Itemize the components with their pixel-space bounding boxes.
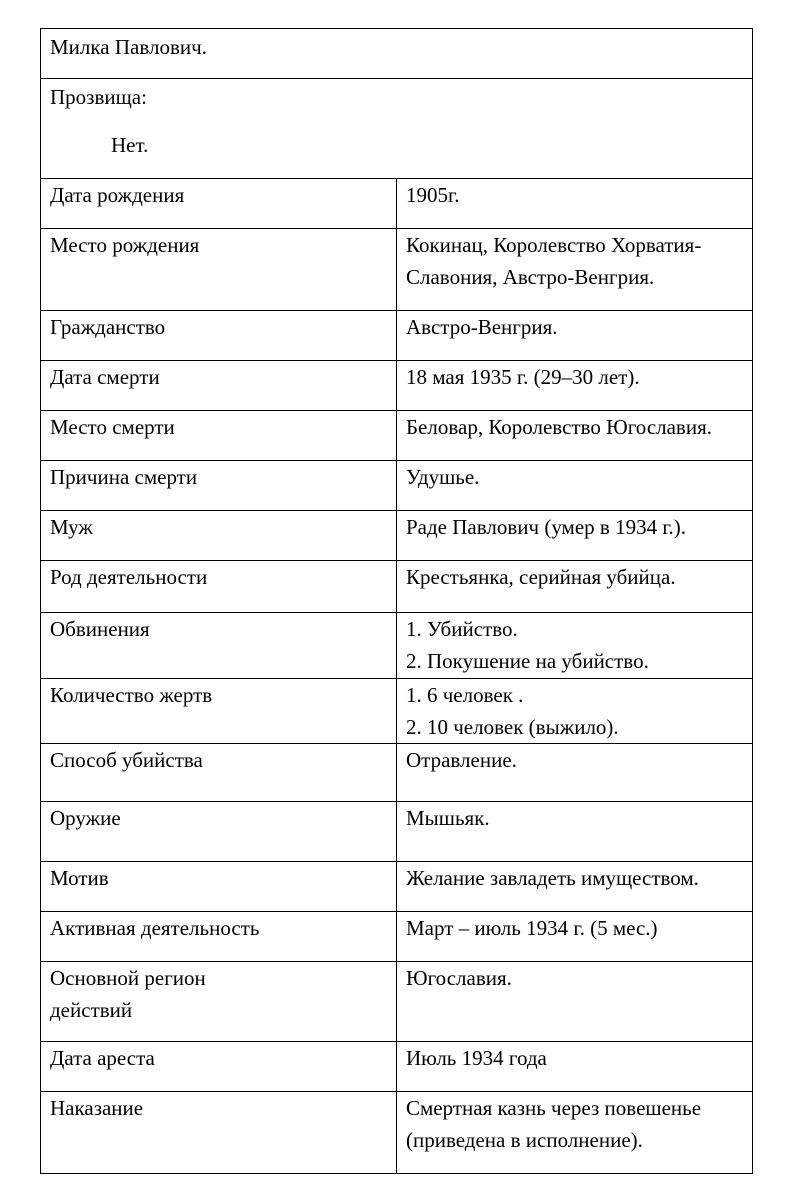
label-line: действий — [50, 998, 133, 1022]
value-line: Желание завладеть имуществом. — [406, 866, 699, 890]
label-line: Мотив — [50, 866, 109, 890]
row-label — [41, 613, 397, 679]
label-line: Дата смерти — [50, 365, 160, 389]
value-line: Беловар, Королевство Югославия. — [406, 415, 712, 439]
row-label — [41, 179, 397, 229]
table-row — [41, 179, 753, 229]
row-value — [397, 802, 753, 862]
value-line: Раде Павлович (умер в 1934 г.). — [406, 515, 687, 539]
name-cell — [41, 29, 753, 79]
row-label — [41, 561, 397, 613]
table-row — [41, 1092, 753, 1174]
row-label — [41, 679, 397, 744]
table-row — [41, 311, 753, 361]
table-row — [41, 679, 753, 744]
row-label — [41, 461, 397, 511]
label-line: Муж — [50, 515, 93, 539]
row-value — [397, 613, 753, 679]
row-value — [397, 679, 753, 744]
label-line: Обвинения — [50, 617, 150, 641]
nicknames-cell — [41, 79, 753, 179]
label-line: Род деятельности — [50, 565, 208, 589]
row-value — [397, 179, 753, 229]
row-value — [397, 311, 753, 361]
label-line: Основной регион — [50, 966, 206, 990]
person-name: Милка Павлович. — [50, 35, 207, 59]
label-line: Количество жертв — [50, 683, 213, 707]
label-line: Место рождения — [50, 233, 200, 257]
value-line: 2. 10 человек (выжило). — [406, 715, 619, 739]
row-label — [41, 862, 397, 912]
label-line: Наказание — [50, 1096, 144, 1120]
row-label — [41, 962, 397, 1042]
nicknames-label: Прозвища: — [50, 85, 147, 109]
row-value — [397, 1042, 753, 1092]
row-label — [41, 229, 397, 311]
table-row — [41, 1042, 753, 1092]
table-row — [41, 511, 753, 561]
table-row — [41, 802, 753, 862]
table-row-nicknames — [41, 79, 753, 179]
label-line: Дата рождения — [50, 183, 185, 207]
profile-table — [40, 28, 753, 1174]
table-row — [41, 229, 753, 311]
label-line: Причина смерти — [50, 465, 198, 489]
row-value — [397, 862, 753, 912]
table-row — [41, 912, 753, 962]
row-label — [41, 311, 397, 361]
value-line: 1905г. — [406, 183, 460, 207]
table-row-name — [41, 29, 753, 79]
value-line: Отравление. — [406, 748, 517, 772]
label-line: Дата ареста — [50, 1046, 155, 1070]
table-row — [41, 461, 753, 511]
row-value — [397, 912, 753, 962]
table-row — [41, 962, 753, 1042]
label-line: Место смерти — [50, 415, 175, 439]
row-value — [397, 361, 753, 411]
label-line: Способ убийства — [50, 748, 203, 772]
row-value — [397, 962, 753, 1042]
row-value — [397, 744, 753, 802]
row-label — [41, 744, 397, 802]
value-line: Славония, Австро-Венгрия. — [406, 265, 655, 289]
value-line: Мышьяк. — [406, 806, 490, 830]
value-line: Кокинац, Королевство Хорватия- — [406, 233, 702, 257]
row-label — [41, 802, 397, 862]
row-label — [41, 912, 397, 962]
row-value — [397, 461, 753, 511]
row-label — [41, 361, 397, 411]
value-line: Июль 1934 года — [406, 1046, 547, 1070]
value-line: Крестьянка, серийная убийца. — [406, 565, 676, 589]
row-value — [397, 1092, 753, 1174]
value-line: 2. Покушение на убийство. — [406, 649, 649, 673]
row-value — [397, 229, 753, 311]
value-line: Март – июль 1934 г. (5 мес.) — [406, 916, 658, 940]
value-line: 1. Убийство. — [406, 617, 518, 641]
label-line: Оружие — [50, 806, 121, 830]
value-line: 1. 6 человек . — [406, 683, 524, 707]
table-row — [41, 411, 753, 461]
table-row — [41, 613, 753, 679]
value-line: Смертная казнь через повешенье — [406, 1096, 702, 1120]
row-value — [397, 561, 753, 613]
row-label — [41, 1092, 397, 1174]
table-row — [41, 862, 753, 912]
label-line: Гражданство — [50, 315, 166, 339]
value-line: Австро-Венгрия. — [406, 315, 558, 339]
row-label — [41, 1042, 397, 1092]
row-label — [41, 411, 397, 461]
table-row — [41, 744, 753, 802]
nicknames-value: Нет. — [111, 133, 149, 157]
row-label — [41, 511, 397, 561]
value-line: 18 мая 1935 г. (29–30 лет). — [406, 365, 640, 389]
label-line: Активная деятельность — [50, 916, 260, 940]
row-value — [397, 511, 753, 561]
value-line: Югославия. — [406, 966, 512, 990]
row-value — [397, 411, 753, 461]
table-row — [41, 561, 753, 613]
value-line: Удушье. — [406, 465, 480, 489]
value-line: (приведена в исполнение). — [406, 1128, 643, 1152]
table-row — [41, 361, 753, 411]
